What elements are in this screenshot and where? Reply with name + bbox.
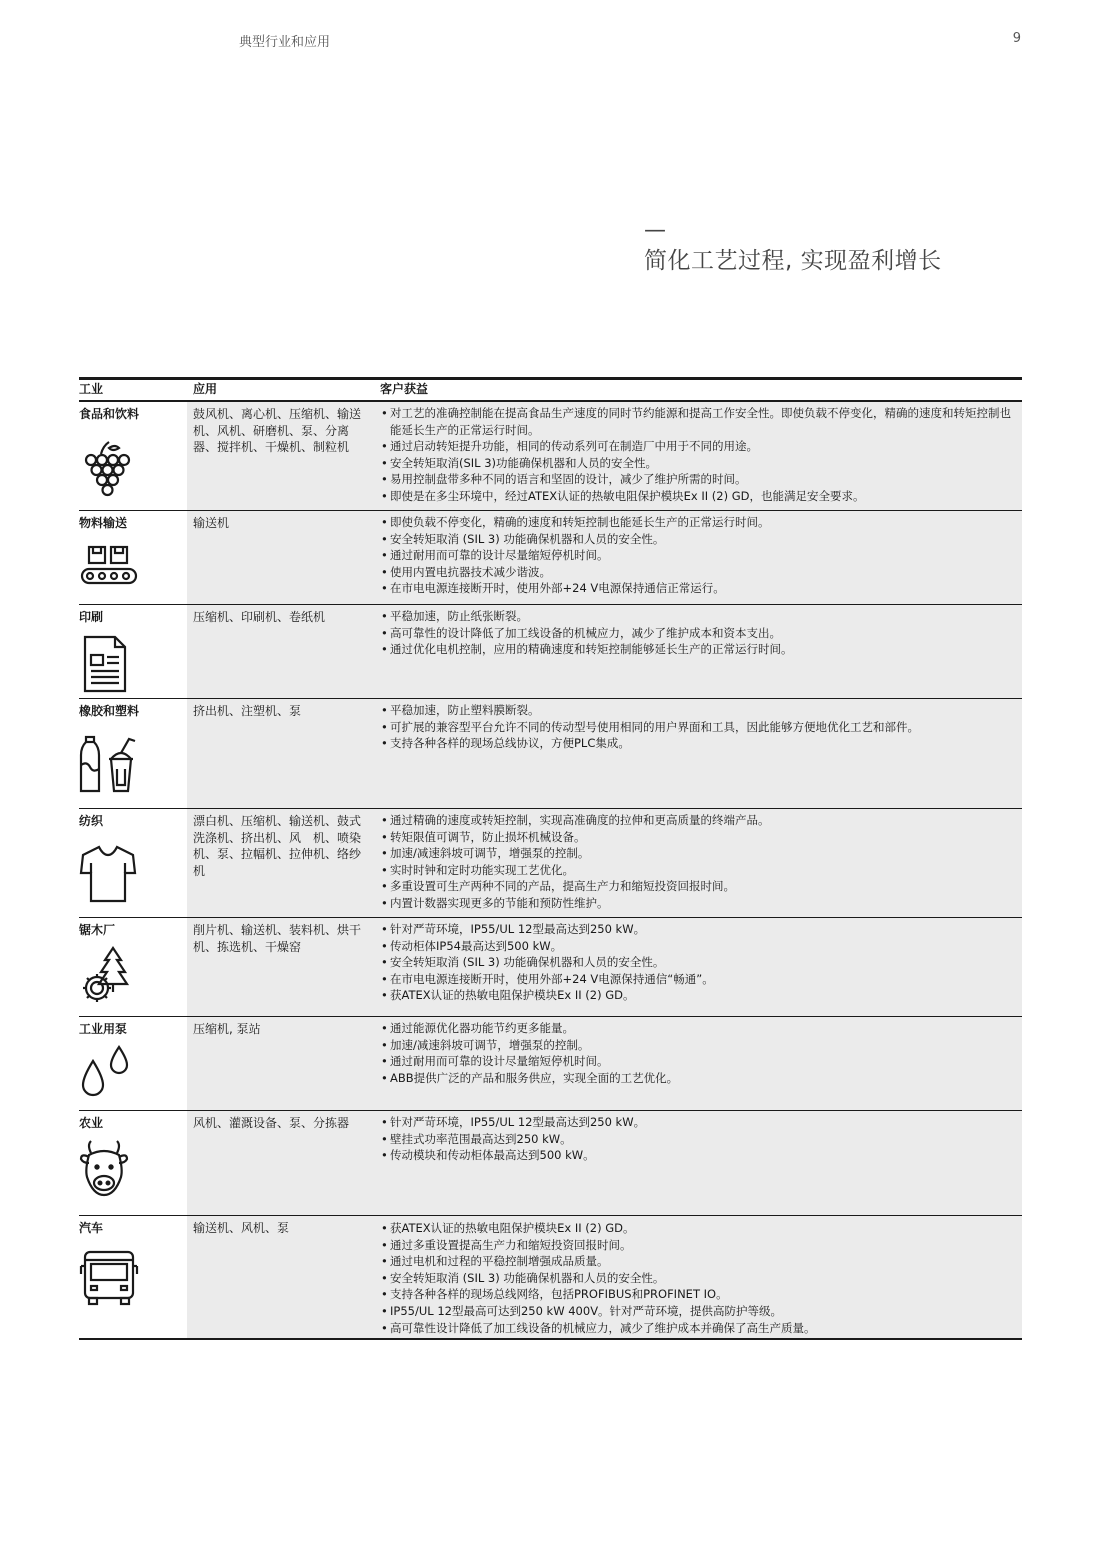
list-item: • 壁挂式功率范围最高达到250 kW。 [381, 1131, 1016, 1148]
tree-gear-icon [79, 944, 139, 1004]
list-item: • 通过多重设置提高生产力和缩短投资回报时间。 [381, 1237, 1016, 1254]
list-item: • 安全转矩取消 (SIL 3) 功能确保机器和人员的安全性。 [381, 954, 1016, 971]
benefits-list [381, 1020, 1016, 1086]
list-item: • 转矩限值可调节，防止损坏机械设备。 [381, 829, 1016, 846]
water-drops-icon [79, 1041, 139, 1101]
bottle-cup-icon [79, 735, 139, 795]
benefits-list [381, 1220, 1016, 1336]
grapes-icon [79, 440, 139, 500]
column-header-application: 应用 [193, 382, 218, 396]
list-item: • 通过优化电机控制，应用的精确速度和转矩控制能够延长生产的正常运行时间。 [381, 641, 1016, 658]
list-item: • 获ATEX认证的热敏电阻保护模块Ex II (2) GD。 [381, 1220, 1016, 1237]
industry-name: 工业用泵 [79, 1022, 128, 1036]
list-item: • 获ATEX认证的热敏电阻保护模块Ex II (2) GD。 [381, 987, 1016, 1004]
application-cell: 漂白机、压缩机、输送机、鼓式洗涤机、挤出机、风 机、喷染机、泵、拉幅机、拉伸机、络纱机 [187, 809, 376, 917]
page-headline: 简化工艺过程, 实现盈利增长 [644, 248, 942, 274]
list-item: • 高可靠性设计降低了加工线设备的机械应力，减少了维护成本并确保了高生产质量。 [381, 1320, 1016, 1337]
list-item: • 易用控制盘带多种不同的语言和坚固的设计，减少了维护所需的时间。 [381, 471, 1016, 488]
list-item: • 传动柜体IP54最高达到500 kW。 [381, 938, 1016, 955]
list-item: • 加速/减速斜坡可调节，增强泵的控制。 [381, 1037, 1016, 1054]
benefits-list [381, 608, 1016, 658]
list-item: • 通过电机和过程的平稳控制增强成品质量。 [381, 1253, 1016, 1270]
table-row [79, 605, 1022, 699]
industry-name: 物料输送 [79, 516, 128, 530]
industry-name: 农业 [79, 1116, 104, 1130]
list-item: • 通过启动转矩提升功能，相同的传动系列可在制造厂中用于不同的用途。 [381, 438, 1016, 455]
list-item: • 安全转矩取消(SIL 3)功能确保机器和人员的安全性。 [381, 455, 1016, 472]
column-header-benefits: 客户获益 [380, 382, 429, 396]
industry-name: 锯木厂 [79, 923, 116, 937]
application-cell: 输送机、风机、泵 [187, 1216, 376, 1338]
list-item: • 即使负载不停变化，精确的速度和转矩控制也能延长生产的正常运行时间。 [381, 514, 1016, 531]
list-item: • 通过精确的速度或转矩控制，实现高准确度的拉伸和更高质量的终端产品。 [381, 812, 1016, 829]
industry-table [79, 377, 1022, 1340]
tshirt-icon [79, 843, 139, 903]
industry-name: 食品和饮料 [79, 407, 140, 421]
newspaper-icon [79, 633, 139, 693]
industry-name: 印刷 [79, 610, 104, 624]
list-item: • 在市电电源连接断开时，使用外部+24 V电源保持通信正常运行。 [381, 580, 1016, 597]
benefits-list [381, 921, 1016, 1004]
table-row [79, 1017, 1022, 1111]
industry-name: 汽车 [79, 1221, 104, 1235]
application-cell: 削片机、输送机、装料机、烘干机、拣选机、干燥窑 [187, 918, 376, 1016]
list-item: • 针对严苛环境，IP55/UL 12型最高达到250 kW。 [381, 1114, 1016, 1131]
bus-icon [79, 1248, 139, 1308]
conveyor-icon [79, 541, 139, 601]
table-row [79, 699, 1022, 809]
list-item: • 内置计数器实现更多的节能和预防性维护。 [381, 895, 1016, 912]
application-cell: 压缩机、印刷机、卷纸机 [187, 605, 376, 698]
application-cell: 挤出机、注塑机、泵 [187, 699, 376, 808]
list-item: • 加速/减速斜坡可调节，增强泵的控制。 [381, 845, 1016, 862]
benefits-list [381, 405, 1016, 505]
application-cell: 风机、灌溉设备、泵、分拣器 [187, 1111, 376, 1215]
list-item: • ABB提供广泛的产品和服务供应，实现全面的工艺优化。 [381, 1070, 1016, 1087]
list-item: • 平稳加速，防止纸张断裂。 [381, 608, 1016, 625]
list-item: • 实时时钟和定时功能实现工艺优化。 [381, 862, 1016, 879]
list-item: • 使用内置电抗器技术减少谐波。 [381, 564, 1016, 581]
list-item: • 安全转矩取消 (SIL 3) 功能确保机器和人员的安全性。 [381, 531, 1016, 548]
list-item: • 通过能源优化器功能节约更多能量。 [381, 1020, 1016, 1037]
page-number: 9 [1012, 31, 1021, 46]
list-item: • 可扩展的兼容型平台允许不同的传动型号使用相同的用户界面和工具，因此能够方便地优化工艺和部件。 [381, 719, 1016, 736]
list-item: • 安全转矩取消 (SIL 3) 功能确保机器和人员的安全性。 [381, 1270, 1016, 1287]
industry-name: 纺织 [79, 814, 104, 828]
table-row [79, 1111, 1022, 1216]
table-row [79, 511, 1022, 605]
application-cell: 压缩机, 泵站 [187, 1017, 376, 1110]
list-item: • 通过耐用而可靠的设计尽量缩短停机时间。 [381, 1053, 1016, 1070]
benefits-list [381, 702, 1016, 752]
application-cell: 鼓风机、离心机、压缩机、输送机、风机、研磨机、泵、分离器、搅拌机、干燥机、制粒机 [187, 402, 376, 510]
list-item: • 通过耐用而可靠的设计尽量缩短停机时间。 [381, 547, 1016, 564]
benefits-list [381, 1114, 1016, 1164]
list-item: • 在市电电源连接断开时，使用外部+24 V电源保持通信“畅通”。 [381, 971, 1016, 988]
list-item: • 多重设置可生产两种不同的产品，提高生产力和缩短投资回报时间。 [381, 878, 1016, 895]
benefits-list [381, 514, 1016, 597]
list-item: • 支持各种各样的现场总线协议，方便PLC集成。 [381, 735, 1016, 752]
table-row [79, 402, 1022, 511]
table-row [79, 809, 1022, 918]
list-item: • 针对严苛环境，IP55/UL 12型最高达到250 kW。 [381, 921, 1016, 938]
list-item: • 对工艺的准确控制能在提高食品生产速度的同时节约能源和提高工作安全性。即使负载不停变化，精确的速度和转矩控制也能延长生产的正常运行时间。 [381, 405, 1016, 438]
table-header [79, 380, 1022, 402]
application-cell: 输送机 [187, 511, 376, 604]
column-header-industry: 工业 [79, 382, 104, 396]
benefits-list [381, 812, 1016, 912]
list-item: • 支持各种各样的现场总线网络，包括PROFIBUS和PROFINET IO。 [381, 1286, 1016, 1303]
cow-icon [79, 1139, 139, 1199]
table-row [79, 1216, 1022, 1340]
list-item: • 高可靠性的设计降低了加工线设备的机械应力，减少了维护成本和资本支出。 [381, 625, 1016, 642]
list-item: • IP55/UL 12型最高可达到250 kW 400V。针对严苛环境，提供高防护等级。 [381, 1303, 1016, 1320]
list-item: • 即使是在多尘环境中，经过ATEX认证的热敏电阻保护模块Ex II (2) GD，也能满足安全要求。 [381, 488, 1016, 505]
table-row [79, 918, 1022, 1017]
section-title: 典型行业和应用 [239, 35, 331, 50]
list-item: • 平稳加速，防止塑料膜断裂。 [381, 702, 1016, 719]
industry-name: 橡胶和塑料 [79, 704, 140, 718]
headline-dash: — [644, 218, 666, 243]
list-item: • 传动模块和传动柜体最高达到500 kW。 [381, 1147, 1016, 1164]
